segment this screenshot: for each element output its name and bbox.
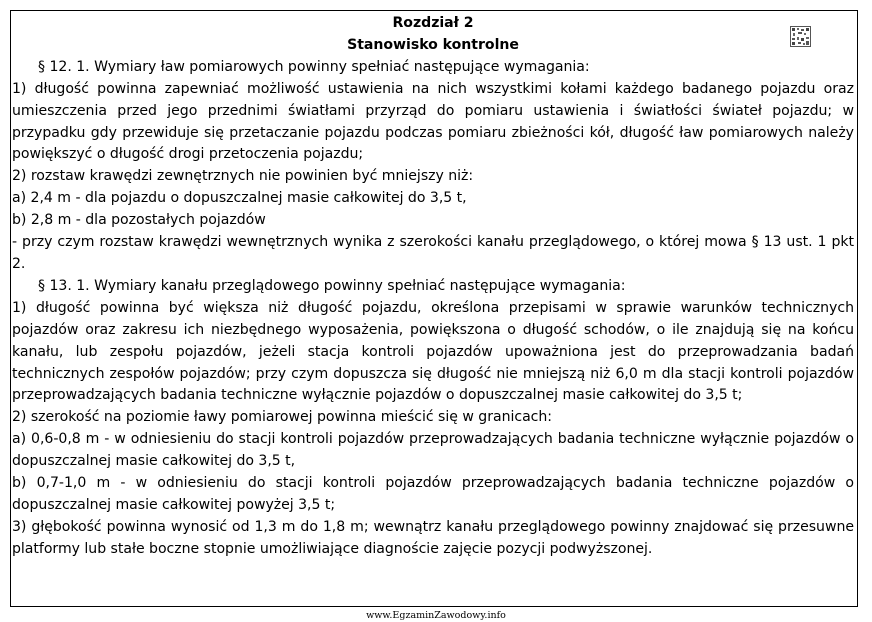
paragraph: § 12. 1. Wymiary ław pomiarowych powinny spełniać następujące wymagania: [38, 58, 590, 75]
paragraph: b) 0,7-1,0 m - w odniesieniu do stacji kontroli pojazdów przeprowadzających badania techniczne pojazdów o dopuszczalnej masie całkowitej powyżej 3,5 t; [12, 475, 854, 513]
paragraph: b) 2,8 m - dla pozostałych pojazdów [12, 212, 266, 229]
paragraph: 2) rozstaw krawędzi zewnętrznych nie powinien być mniejszy niż: [12, 168, 474, 185]
footer-watermark: www.EgzaminZawodowy.info [366, 610, 506, 621]
chapter-heading: Rozdział 2 [392, 15, 474, 31]
chapter-title: Stanowisko kontrolne [347, 36, 519, 53]
paragraph-list [12, 57, 854, 561]
paragraph: a) 0,6-0,8 m - w odniesieniu do stacji kontroli pojazdów przeprowadzających badania techniczne wyłącznie pojazdów o dopuszczalnej masie całkowitej do 3,5 t, [12, 431, 854, 470]
paragraph: 2) szerokość na poziomie ławy pomiarowej powinna mieścić się w granicach: [12, 409, 553, 426]
paragraph: 3) głębokość powinna wynosić od 1,3 m do 1,8 m; wewnątrz kanału przeglądowego powinny znajdować się przesuwne platformy lub stałe boczne stopnie umożliwiające diagnoście zajęcie pozycji podwyższonej. [12, 518, 854, 557]
paragraph: § 13. 1. Wymiary kanału przeglądowego powinny spełniać następujące wymagania: [38, 277, 626, 294]
paragraph: a) 2,4 m - dla pojazdu o dopuszczalnej masie całkowitej do 3,5 t, [12, 190, 467, 207]
paragraph: - przy czym rozstaw krawędzi wewnętrznych wynika z szerokości kanału przeglądowego, o której mowa § 13 ust. 1 pkt 2. [12, 234, 854, 272]
regulation-text [12, 13, 854, 561]
paragraph: 1) długość powinna być większa niż długość pojazdu, określona przepisami w sprawie warunków technicznych pojazdów oraz zakresu ich niezbędnego wyposażenia, powiększona o długość schodów, o ile znajdują się na końcu kanału, lub zespołu pojazdów, jeżeli stacja kontroli pojazdów upoważniona jest do przeprowadzania badań technicznych zespołów pojazdów; przy czym dopuszcza się długość nie mniejszą niż 6,0 m dla stacji kontroli pojazdów przeprowadzających badania techniczne wyłącznie pojazdów o dopuszczalnej masie całkowitej do 3,5 t; [12, 299, 854, 404]
paragraph: 1) długość powinna zapewniać możliwość ustawienia na nich wszystkimi kołami każdego badanego pojazdu oraz umieszczenia przed jego przednimi światłami przyrząd do pomiaru ustawienia i światłości świateł pojazdu; w przypadku gdy przewiduje się przetaczanie pojazdu podczas pomiaru zbieżności kół, długość ław pomiarowych należy powiększyć o długość drogi przetoczenia pojazdu; [12, 80, 854, 163]
